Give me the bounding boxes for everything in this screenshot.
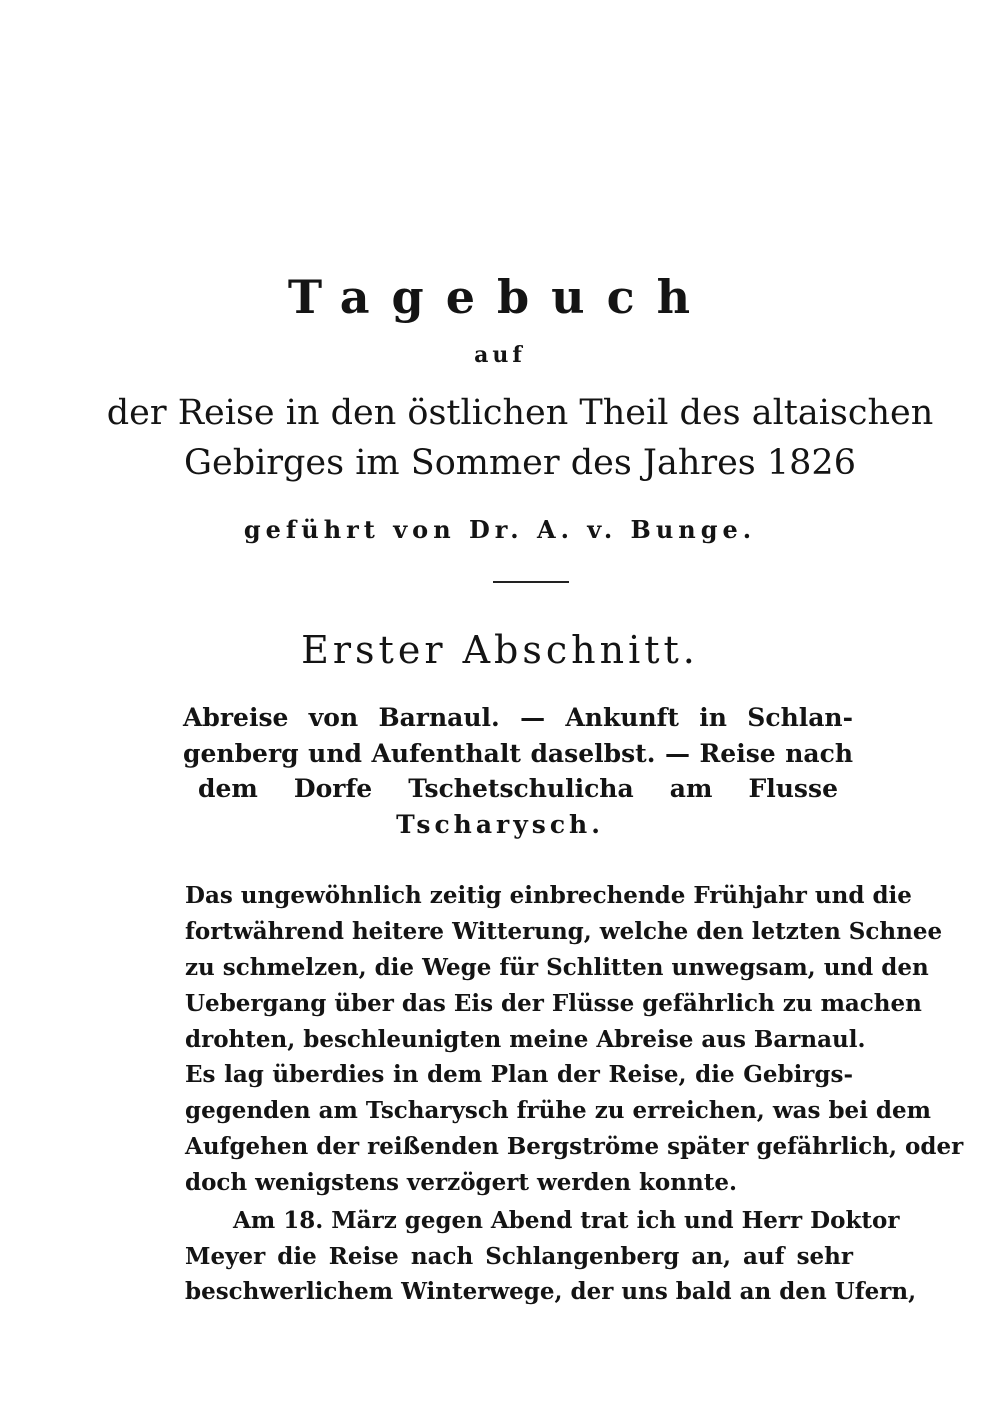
- body-text-line: drohten, beschleunigten meine Abreise aus Barnaul.: [185, 1026, 866, 1053]
- body-text-line: zu schmelzen, die Wege für Schlitten unwegsam, und den: [185, 954, 929, 981]
- body-text-line: Am 18. März gegen Abend trat ich und Herr Doktor: [233, 1207, 900, 1234]
- subtitle-line-1: der Reise in den östlichen Theil des altaischen: [106, 393, 934, 433]
- summary-line: dem Dorfe Tschetschulicha am Flusse: [198, 774, 838, 803]
- body-text-line: Aufgehen der reißenden Bergströme später gefährlich, oder: [185, 1133, 964, 1160]
- divider-rule: [493, 581, 569, 583]
- summary-line: Abreise von Barnaul. — Ankunft in Schlan-: [183, 703, 853, 732]
- subtitle-line-2: Gebirges im Sommer des Jahres 1826: [184, 443, 856, 483]
- summary-line: genberg und Aufenthalt daselbst. — Reise nach: [183, 739, 853, 768]
- body-text-line: gegenden am Tscharysch frühe zu erreichen, was bei dem: [185, 1097, 931, 1124]
- body-text-line: beschwerlichem Winterwege, der uns bald an den Ufern,: [185, 1278, 917, 1305]
- author-line: geführt von Dr. A. v. Bunge.: [243, 515, 757, 544]
- body-text-line: Es lag überdies in dem Plan der Reise, die Gebirgs-: [185, 1061, 853, 1088]
- body-text-line: Meyer die Reise nach Schlangenberg an, auf sehr: [185, 1243, 853, 1270]
- body-text-line: doch wenigstens verzögert werden konnte.: [185, 1169, 737, 1196]
- body-text-line: fortwährend heitere Witterung, welche den letzten Schnee: [185, 918, 943, 945]
- body-text-line: Uebergang über das Eis der Flüsse gefährlich zu machen: [185, 990, 922, 1017]
- title-connector: auf: [474, 342, 526, 368]
- body-text-line: Das ungewöhnlich zeitig einbrechende Frühjahr und die: [185, 882, 912, 909]
- section-heading: Erster Abschnitt.: [301, 628, 699, 672]
- summary-line: Tscharysch.: [396, 810, 604, 839]
- page-title: Tagebuch: [287, 270, 713, 324]
